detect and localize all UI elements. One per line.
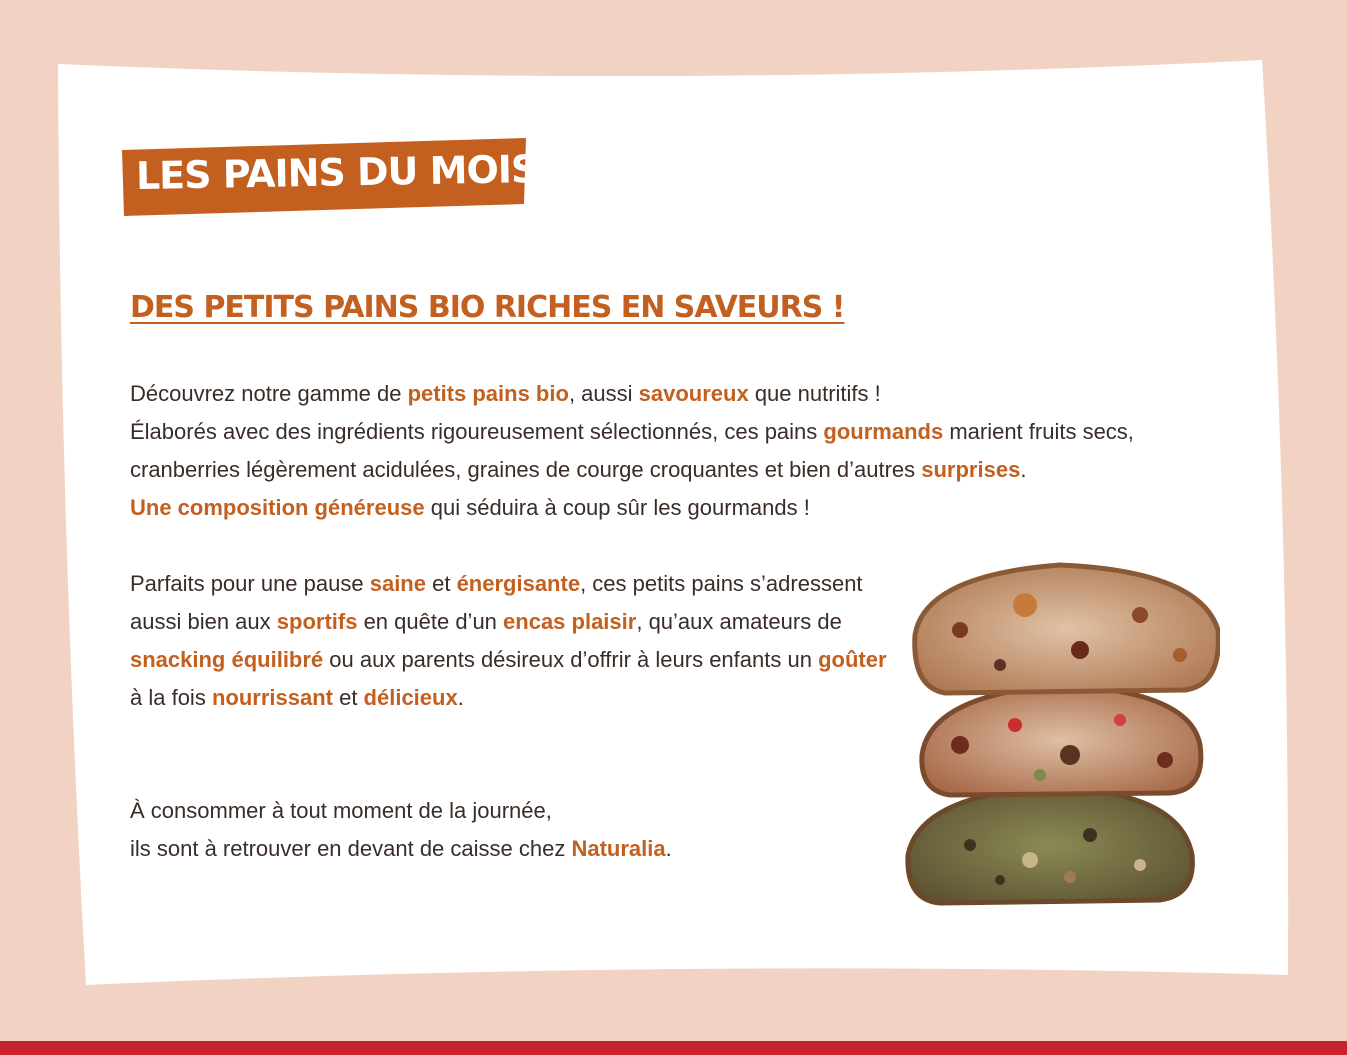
text-line	[130, 489, 1230, 527]
text-segment: .	[1020, 457, 1027, 482]
text-segment: en quête d’un	[357, 609, 504, 634]
text-segment: , qu’aux amateurs de	[636, 609, 842, 634]
highlight-text: goûter	[818, 647, 887, 672]
highlight-text: snacking équilibré	[130, 647, 324, 672]
text-segment: ils sont à retrouver en devant de caisse chez	[130, 836, 572, 861]
highlight-text: petits pains bio	[407, 381, 569, 406]
highlight-text: sportifs	[276, 609, 358, 634]
intro-paragraph	[130, 375, 1230, 527]
highlight-text: nourrissant	[211, 685, 333, 710]
text-segment: .	[665, 836, 672, 861]
availability-paragraph	[130, 792, 890, 868]
text-line	[130, 565, 890, 717]
text-segment: .	[457, 685, 464, 710]
headline: DES PETITS PAINS BIO RICHES EN SAVEURS !	[130, 290, 845, 325]
text-segment: et	[332, 685, 364, 710]
text-segment: , aussi	[568, 381, 639, 406]
banner-title: LES PAINS DU MOIS	[135, 146, 538, 198]
text-segment: marient fruits secs, cranberries légèrement acidulées, graines de courge croquantes et bien d’autres	[130, 419, 1134, 482]
highlight-text: savoureux	[638, 381, 749, 406]
text-line	[130, 375, 1230, 413]
text-segment: qui séduira à coup sûr les gourmands !	[424, 495, 810, 520]
text-segment: Élaborés avec des ingrédients rigoureusement sélectionnés, ces pains	[130, 419, 824, 444]
highlight-text: saine	[369, 571, 426, 596]
highlight-text: surprises	[921, 457, 1021, 482]
highlight-text: Naturalia	[571, 836, 666, 861]
text-segment: Parfaits pour une pause	[130, 571, 370, 596]
text-segment: ou aux parents désireux d’offrir à leurs enfants un	[323, 647, 819, 672]
text-segment: , ces petits pains s’adressent aussi bien aux	[130, 571, 863, 634]
text-segment: et	[425, 571, 457, 596]
text-line	[130, 413, 1230, 489]
highlight-text: délicieux	[363, 685, 458, 710]
usage-paragraph	[130, 565, 890, 717]
text-line	[130, 830, 890, 868]
text-line	[130, 792, 890, 830]
highlight-text: encas plaisir	[503, 609, 637, 634]
month-banner	[120, 138, 538, 218]
bread-image	[900, 555, 1220, 915]
text-segment: à la fois	[130, 685, 212, 710]
bottom-bar	[0, 1041, 1347, 1055]
text-segment: que nutritifs !	[748, 381, 881, 406]
highlight-text: énergisante	[456, 571, 581, 596]
text-segment: Découvrez notre gamme de	[130, 381, 408, 406]
text-segment: À consommer à tout moment de la journée,	[130, 798, 552, 823]
highlight-text: Une composition généreuse	[130, 495, 425, 520]
highlight-text: gourmands	[823, 419, 944, 444]
